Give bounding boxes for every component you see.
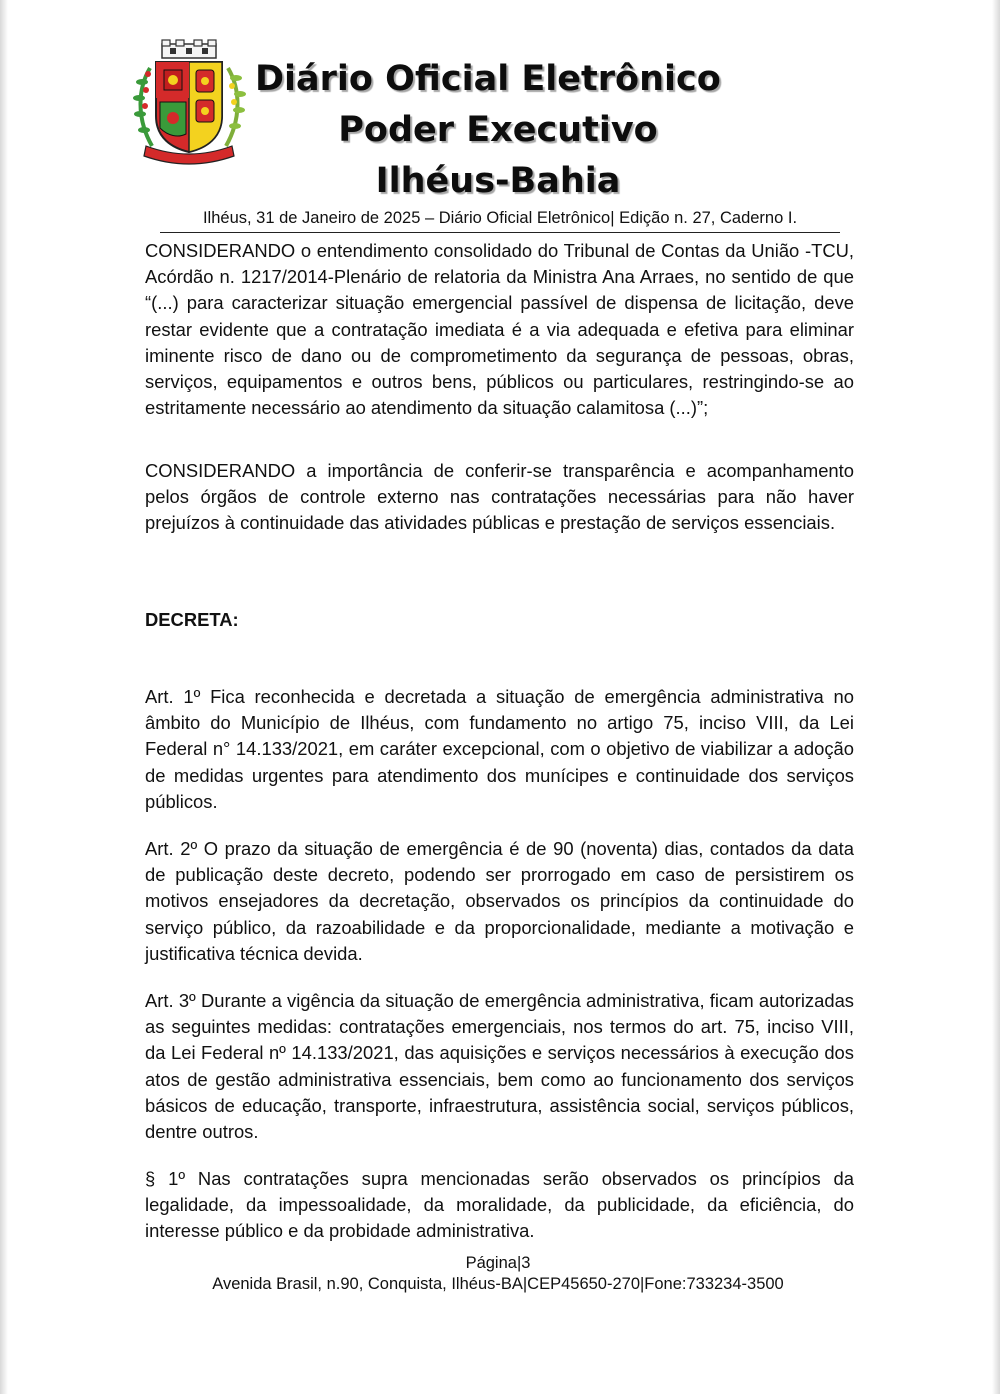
- gazette-title: Diário Oficial Eletrônico: [255, 59, 721, 99]
- edition-line: Ilhéus, 31 de Janeiro de 2025 – Diário Oficial Eletrônico| Edição n. 27, Caderno I.: [202, 209, 798, 227]
- branch-title: Poder Executivo: [338, 110, 658, 150]
- considerando-paragraph-1: CONSIDERANDO o entendimento consolidado do Tribunal de Contas da União -TCU, Acórdão n. 1217/2014-Plenário de relatoria da Ministra Ana Arraes, no sentido de que “(...) para caracterizar situação emergencial passível de dispensa de licitação, deve restar evidente que a contratação imediata é a via adequada e efetiva para eliminar iminente risco de dano ou de comprometimento da segurança de pessoas, obras, serviços, equipamentos e outros bens, públicos ou particulares, restringindo-se ao estritamente necessário ao atendimento da situação calamitosa (...)”;: [145, 240, 854, 419]
- paragraph-section-1: § 1º Nas contratações supra mencionadas serão observados os princípios da legalidade, da impessoalidade, da moralidade, da publicidade, da eficiência, do interesse público e da probidade administrativa.: [145, 1168, 854, 1242]
- footer-address: Avenida Brasil, n.90, Conquista, Ilhéus-BA|CEP45650-270|Fone:733234-3500: [212, 1275, 784, 1293]
- edition-underline: [160, 232, 840, 233]
- city-title: Ilhéus-Bahia: [375, 161, 621, 201]
- article-3: Art. 3º Durante a vigência da situação de emergência administrativa, ficam autorizadas as seguintes medidas: contratações emergenciais, nos termos do art. 75, inciso VIII, da Lei Federal nº 14.133/2021, das aquisições e serviços necessários à execução dos atos de gestão administrativa essenciais, bem como ao funcionamento dos serviços básicos de educação, transporte, infraestrutura, assistência social, serviços públicos, dentre outros.: [145, 990, 854, 1143]
- article-1: Art. 1º Fica reconhecida e decretada a situação de emergência administrativa no âmbito do Município de Ilhéus, com fundamento no artigo 75, inciso VIII, da Lei Federal n° 14.133/2021, em caráter excepcional, com o objetivo de viabilizar a adoção de medidas urgentes para atendimento dos munícipes e continuidade dos serviços públicos.: [145, 686, 854, 812]
- page-number: Página|3: [465, 1254, 531, 1272]
- decreta-heading: DECRETA:: [145, 609, 239, 630]
- considerando-paragraph-2: CONSIDERANDO a importância de conferir-se transparência e acompanhamento pelos órgãos de controle externo nas contratações necessárias para não haver prejuízos à continuidade das atividades públicas e prestação de serviços essenciais.: [145, 460, 854, 534]
- article-2: Art. 2º O prazo da situação de emergência é de 90 (noventa) dias, contados da data de publicação deste decreto, podendo ser prorrogado em caso de persistirem os motivos ensejadores da decretação, observados os princípios da continuidade do serviço público, da razoabilidade e da proporcionalidade, mediante a motivação e justificativa técnica devida.: [145, 838, 854, 964]
- document-header: [0, 0, 1000, 240]
